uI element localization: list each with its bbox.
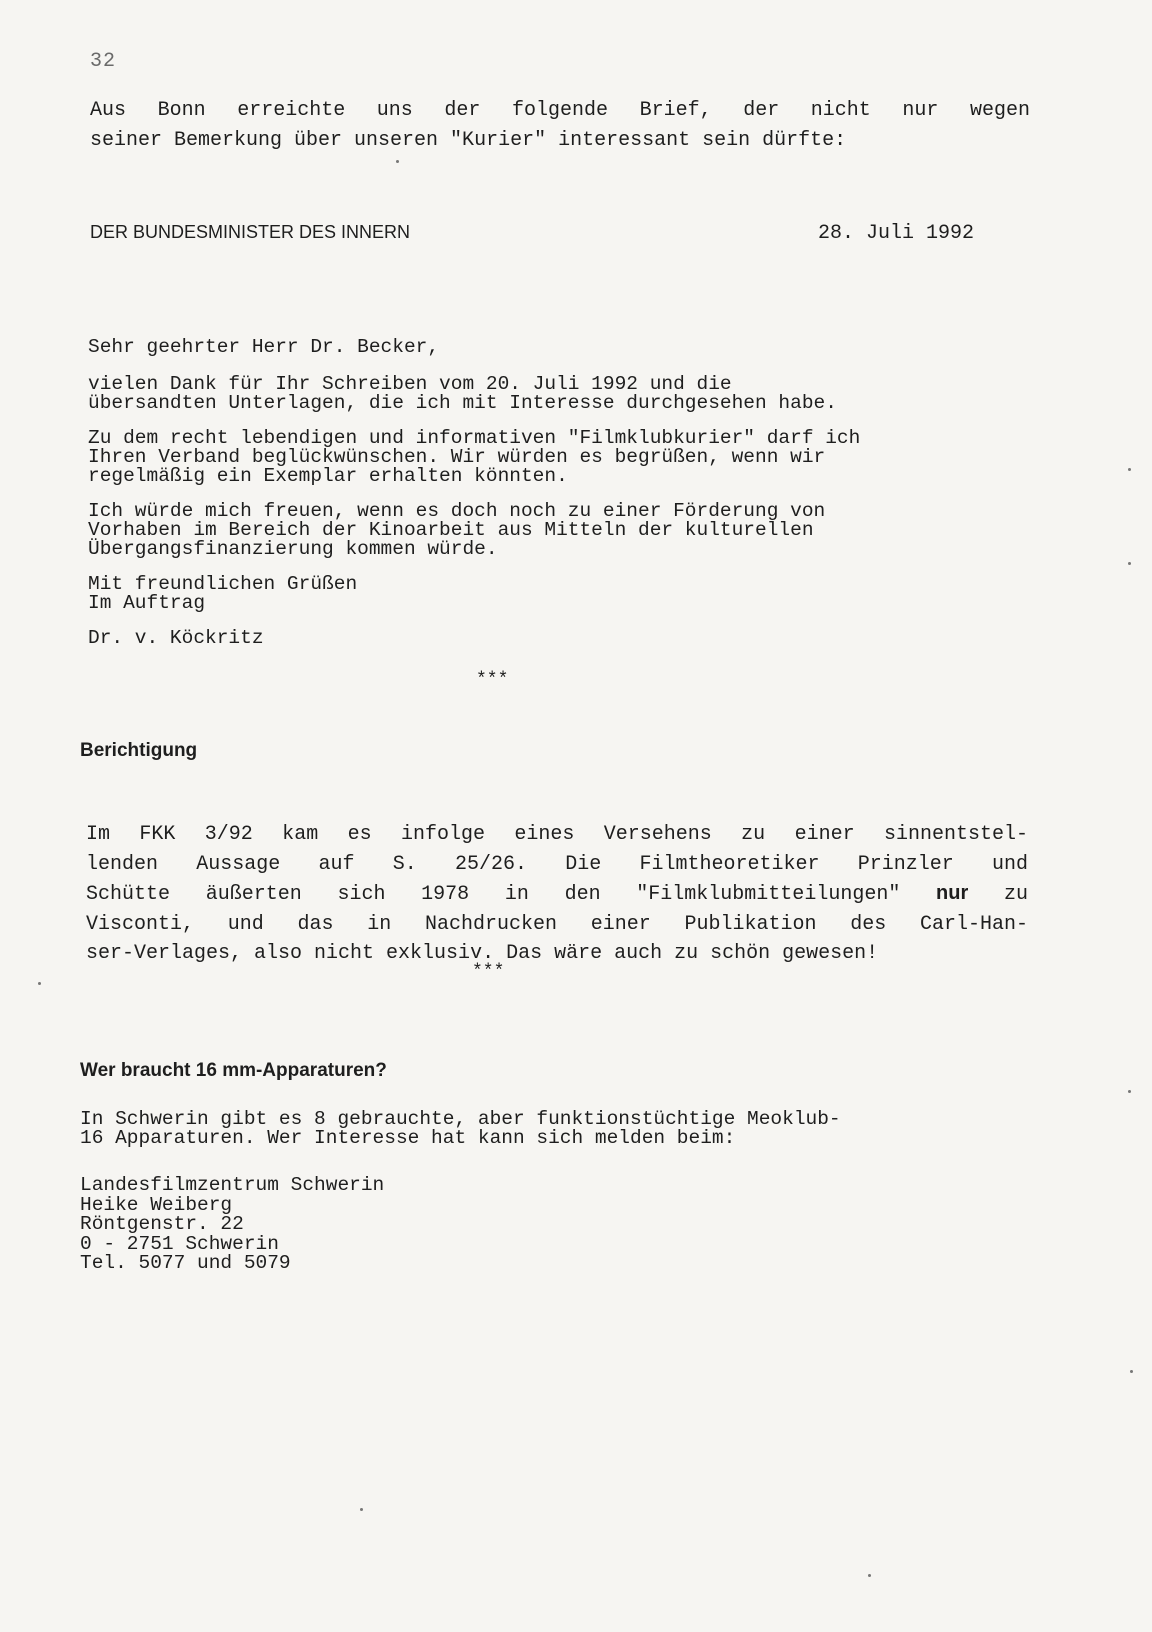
letter-line: Ihren Verband beglückwünschen. Wir würden es begrüßen, wenn wir <box>88 446 826 468</box>
letter-sender: DER BUNDESMINISTER DES INNERN <box>90 222 411 242</box>
address-line: Landesfilmzentrum Schwerin <box>80 1174 385 1196</box>
address-line: Röntgenstr. 22 <box>80 1213 244 1235</box>
paper-speck <box>38 982 41 985</box>
correction-line: ser-Verlages, also nicht exklusiv. Das wäre auch zu schön gewesen! <box>86 942 879 965</box>
letter-line: Übergangsfinanzierung kommen würde. <box>88 538 498 560</box>
paper-speck <box>396 160 399 163</box>
letter-signature: Dr. v. Köckritz <box>88 627 264 649</box>
letter-line: vielen Dank für Ihr Schreiben vom 20. Juli 1992 und die <box>88 373 732 395</box>
letter-paragraph <box>88 502 1028 559</box>
correction-line: lenden Aussage auf S. 25/26. Die Filmtheoretiker Prinzler und <box>86 852 1028 876</box>
correction-line-text: Schütte äußerten sich 1978 in den "Filmklubmitteilungen" <box>86 883 901 906</box>
letter-line: Zu dem recht lebendigen und informativen "Filmklubkurier" darf ich <box>88 427 861 449</box>
letter-body <box>88 338 1028 664</box>
paper-speck <box>1128 1090 1131 1093</box>
letter-paragraph <box>88 375 1028 413</box>
address-line: Tel. 5077 und 5079 <box>80 1252 291 1274</box>
correction-emphasis: nur <box>936 882 969 904</box>
letter-line: regelmäßig ein Exemplar erhalten könnten. <box>88 465 568 487</box>
letter-closing <box>88 575 1028 613</box>
equipment-heading: Wer braucht 16 mm-Apparaturen? <box>80 1060 387 1081</box>
correction-heading: Berichtigung <box>80 740 198 761</box>
letter-line: Ich würde mich freuen, wenn es doch noch zu einer Förderung von <box>88 500 826 522</box>
letter-date: 28. Juli 1992 <box>817 222 974 245</box>
section-separator: *** <box>472 962 505 982</box>
letter-header <box>90 222 974 245</box>
correction-line-tail: zu <box>1003 883 1028 906</box>
correction-text <box>86 820 1028 969</box>
intro-line: Aus Bonn erreichte uns der folgende Brief, der nicht nur wegen <box>90 99 1030 122</box>
equipment-line: 16 Apparaturen. Wer Interesse hat kann sich melden beim: <box>80 1127 736 1149</box>
paper-speck <box>1128 468 1131 471</box>
correction-line: Im FKK 3/92 kam es infolge eines Versehens zu einer sinnentstel- <box>86 823 1028 846</box>
correction-line: Visconti, und das in Nachdrucken einer Publikation des Carl-Han- <box>86 912 1028 936</box>
letter-line: übersandten Unterlagen, die ich mit Interesse durchgesehen habe. <box>88 392 837 414</box>
equipment-line: In Schwerin gibt es 8 gebrauchte, aber funktionstüchtige Meoklub- <box>80 1108 841 1130</box>
letter-paragraph <box>88 429 1028 486</box>
letter-line: Mit freundlichen Grüßen <box>88 573 358 595</box>
paper-speck <box>1130 1370 1133 1373</box>
address-line: Heike Weiberg <box>80 1193 233 1216</box>
equipment-text <box>80 1110 1020 1148</box>
paper-speck <box>1128 562 1131 565</box>
letter-line: Vorhaben im Bereich der Kinoarbeit aus Mitteln der kulturellen <box>88 519 814 541</box>
letter-line: Im Auftrag <box>88 592 206 614</box>
intro-line: seiner Bemerkung über unseren "Kurier" interessant sein dürfte: <box>90 129 847 152</box>
paper-speck <box>868 1574 871 1577</box>
address-line: 0 - 2751 Schwerin <box>80 1232 279 1255</box>
letter-salutation: Sehr geehrter Herr Dr. Becker, <box>88 336 440 358</box>
section-separator: *** <box>476 670 509 690</box>
paper-speck <box>360 1508 363 1511</box>
correction-line <box>86 879 1028 910</box>
page-number: 32 <box>90 50 117 73</box>
contact-address <box>80 1176 384 1274</box>
intro-text <box>90 96 1030 156</box>
